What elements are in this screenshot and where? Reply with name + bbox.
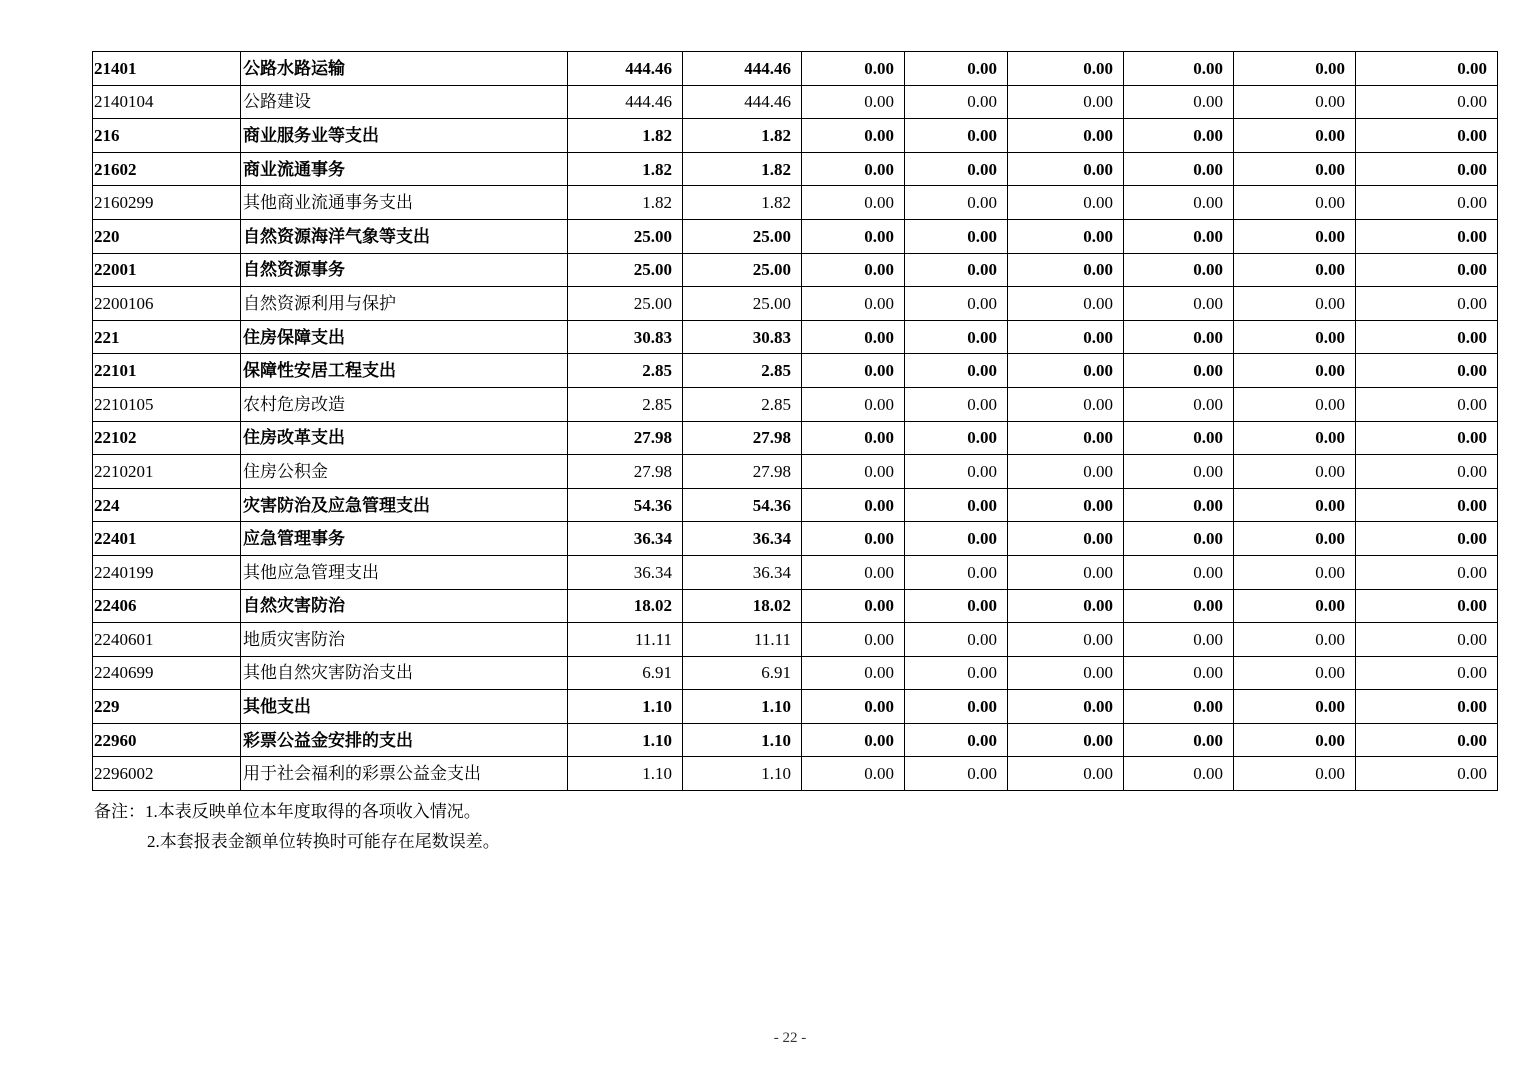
subject-name-cell: 自然资源海洋气象等支出 bbox=[241, 219, 568, 253]
table-row bbox=[93, 320, 1498, 354]
amount-cell: 25.00 bbox=[683, 253, 802, 287]
amount-cell: 0.00 bbox=[1234, 119, 1356, 153]
amount-cell: 0.00 bbox=[905, 354, 1008, 388]
amount-cell: 0.00 bbox=[905, 387, 1008, 421]
amount-cell: 0.00 bbox=[1356, 555, 1498, 589]
amount-cell: 0.00 bbox=[905, 488, 1008, 522]
amount-cell: 0.00 bbox=[905, 555, 1008, 589]
subject-code-cell: 2240699 bbox=[93, 656, 241, 690]
amount-cell: 0.00 bbox=[1356, 253, 1498, 287]
amount-cell: 1.82 bbox=[683, 119, 802, 153]
subject-code-cell: 22406 bbox=[93, 589, 241, 623]
amount-cell: 0.00 bbox=[1008, 119, 1124, 153]
amount-cell: 1.82 bbox=[683, 152, 802, 186]
amount-cell: 0.00 bbox=[1124, 723, 1234, 757]
amount-cell: 0.00 bbox=[802, 186, 905, 220]
amount-cell: 444.46 bbox=[683, 85, 802, 119]
subject-code-cell: 21401 bbox=[93, 52, 241, 86]
note-line-1: 备注：1.本表反映单位本年度取得的各项收入情况。 bbox=[94, 802, 481, 821]
budget-table-body bbox=[93, 52, 1498, 791]
amount-cell: 0.00 bbox=[1356, 589, 1498, 623]
amount-cell: 0.00 bbox=[1008, 488, 1124, 522]
amount-cell: 36.34 bbox=[683, 555, 802, 589]
amount-cell: 0.00 bbox=[1234, 589, 1356, 623]
amount-cell: 1.10 bbox=[683, 723, 802, 757]
amount-cell: 0.00 bbox=[905, 623, 1008, 657]
table-row bbox=[93, 757, 1498, 791]
amount-cell: 0.00 bbox=[1124, 656, 1234, 690]
amount-cell: 0.00 bbox=[1008, 354, 1124, 388]
amount-cell: 444.46 bbox=[568, 52, 683, 86]
amount-cell: 0.00 bbox=[1124, 320, 1234, 354]
amount-cell: 0.00 bbox=[1234, 421, 1356, 455]
subject-name-cell: 自然资源事务 bbox=[241, 253, 568, 287]
subject-name-cell: 住房保障支出 bbox=[241, 320, 568, 354]
amount-cell: 1.82 bbox=[568, 186, 683, 220]
amount-cell: 0.00 bbox=[1008, 623, 1124, 657]
amount-cell: 25.00 bbox=[568, 287, 683, 321]
amount-cell: 1.10 bbox=[683, 757, 802, 791]
table-row bbox=[93, 354, 1498, 388]
amount-cell: 0.00 bbox=[1356, 119, 1498, 153]
amount-cell: 30.83 bbox=[683, 320, 802, 354]
amount-cell: 0.00 bbox=[905, 589, 1008, 623]
amount-cell: 1.10 bbox=[568, 723, 683, 757]
amount-cell: 1.82 bbox=[568, 152, 683, 186]
amount-cell: 0.00 bbox=[1234, 287, 1356, 321]
amount-cell: 0.00 bbox=[905, 186, 1008, 220]
amount-cell: 0.00 bbox=[1356, 85, 1498, 119]
amount-cell: 0.00 bbox=[1234, 186, 1356, 220]
amount-cell: 0.00 bbox=[1234, 488, 1356, 522]
table-row bbox=[93, 589, 1498, 623]
amount-cell: 0.00 bbox=[1124, 119, 1234, 153]
amount-cell: 0.00 bbox=[1008, 522, 1124, 556]
amount-cell: 0.00 bbox=[1356, 186, 1498, 220]
table-row bbox=[93, 119, 1498, 153]
amount-cell: 0.00 bbox=[1234, 354, 1356, 388]
notes bbox=[94, 797, 500, 857]
table-row bbox=[93, 287, 1498, 321]
subject-name-cell: 灾害防治及应急管理支出 bbox=[241, 488, 568, 522]
amount-cell: 0.00 bbox=[905, 52, 1008, 86]
amount-cell: 0.00 bbox=[1008, 757, 1124, 791]
amount-cell: 0.00 bbox=[802, 119, 905, 153]
subject-name-cell: 应急管理事务 bbox=[241, 522, 568, 556]
subject-code-cell: 221 bbox=[93, 320, 241, 354]
amount-cell: 444.46 bbox=[683, 52, 802, 86]
amount-cell: 0.00 bbox=[1008, 52, 1124, 86]
table-row bbox=[93, 186, 1498, 220]
amount-cell: 0.00 bbox=[1124, 488, 1234, 522]
amount-cell: 54.36 bbox=[568, 488, 683, 522]
subject-code-cell: 2240601 bbox=[93, 623, 241, 657]
amount-cell: 0.00 bbox=[1234, 387, 1356, 421]
amount-cell: 1.10 bbox=[568, 757, 683, 791]
amount-cell: 36.34 bbox=[683, 522, 802, 556]
subject-name-cell: 自然灾害防治 bbox=[241, 589, 568, 623]
subject-code-cell: 22102 bbox=[93, 421, 241, 455]
amount-cell: 1.10 bbox=[568, 690, 683, 724]
table-row bbox=[93, 253, 1498, 287]
page-number: - 22 - bbox=[773, 1030, 807, 1046]
amount-cell: 0.00 bbox=[1008, 555, 1124, 589]
amount-cell: 2.85 bbox=[568, 387, 683, 421]
amount-cell: 0.00 bbox=[802, 219, 905, 253]
table-row bbox=[93, 522, 1498, 556]
subject-code-cell: 22101 bbox=[93, 354, 241, 388]
subject-code-cell: 2160299 bbox=[93, 186, 241, 220]
amount-cell: 0.00 bbox=[1124, 354, 1234, 388]
amount-cell: 0.00 bbox=[905, 421, 1008, 455]
amount-cell: 0.00 bbox=[1234, 522, 1356, 556]
amount-cell: 0.00 bbox=[1124, 253, 1234, 287]
amount-cell: 0.00 bbox=[1356, 690, 1498, 724]
subject-code-cell: 22960 bbox=[93, 723, 241, 757]
subject-code-cell: 224 bbox=[93, 488, 241, 522]
subject-code-cell: 216 bbox=[93, 119, 241, 153]
amount-cell: 6.91 bbox=[568, 656, 683, 690]
amount-cell: 0.00 bbox=[802, 623, 905, 657]
amount-cell: 0.00 bbox=[802, 421, 905, 455]
amount-cell: 0.00 bbox=[802, 253, 905, 287]
subject-name-cell: 住房公积金 bbox=[241, 455, 568, 489]
amount-cell: 0.00 bbox=[905, 85, 1008, 119]
amount-cell: 0.00 bbox=[1234, 623, 1356, 657]
subject-name-cell: 用于社会福利的彩票公益金支出 bbox=[241, 757, 568, 791]
subject-name-cell: 其他应急管理支出 bbox=[241, 555, 568, 589]
amount-cell: 0.00 bbox=[1124, 623, 1234, 657]
amount-cell: 0.00 bbox=[1008, 690, 1124, 724]
amount-cell: 0.00 bbox=[905, 656, 1008, 690]
amount-cell: 18.02 bbox=[568, 589, 683, 623]
amount-cell: 0.00 bbox=[1008, 656, 1124, 690]
amount-cell: 25.00 bbox=[683, 287, 802, 321]
amount-cell: 0.00 bbox=[1124, 455, 1234, 489]
amount-cell: 0.00 bbox=[802, 387, 905, 421]
amount-cell: 0.00 bbox=[802, 757, 905, 791]
amount-cell: 36.34 bbox=[568, 522, 683, 556]
subject-code-cell: 2210201 bbox=[93, 455, 241, 489]
table-row bbox=[93, 152, 1498, 186]
subject-code-cell: 229 bbox=[93, 690, 241, 724]
amount-cell: 0.00 bbox=[1124, 522, 1234, 556]
amount-cell: 0.00 bbox=[1124, 219, 1234, 253]
amount-cell: 0.00 bbox=[802, 723, 905, 757]
amount-cell: 0.00 bbox=[802, 455, 905, 489]
amount-cell: 0.00 bbox=[1124, 387, 1234, 421]
amount-cell: 0.00 bbox=[1356, 623, 1498, 657]
amount-cell: 0.00 bbox=[802, 354, 905, 388]
amount-cell: 0.00 bbox=[802, 152, 905, 186]
budget-table bbox=[92, 51, 1498, 791]
amount-cell: 1.82 bbox=[568, 119, 683, 153]
amount-cell: 0.00 bbox=[802, 690, 905, 724]
subject-name-cell: 农村危房改造 bbox=[241, 387, 568, 421]
amount-cell: 0.00 bbox=[1008, 455, 1124, 489]
amount-cell: 0.00 bbox=[1124, 85, 1234, 119]
table-row bbox=[93, 421, 1498, 455]
subject-code-cell: 2140104 bbox=[93, 85, 241, 119]
amount-cell: 0.00 bbox=[1234, 455, 1356, 489]
table-row bbox=[93, 455, 1498, 489]
amount-cell: 0.00 bbox=[905, 119, 1008, 153]
amount-cell: 0.00 bbox=[905, 690, 1008, 724]
amount-cell: 0.00 bbox=[1356, 757, 1498, 791]
amount-cell: 6.91 bbox=[683, 656, 802, 690]
amount-cell: 0.00 bbox=[802, 52, 905, 86]
amount-cell: 0.00 bbox=[1356, 421, 1498, 455]
amount-cell: 30.83 bbox=[568, 320, 683, 354]
amount-cell: 25.00 bbox=[683, 219, 802, 253]
amount-cell: 0.00 bbox=[1124, 589, 1234, 623]
amount-cell: 2.85 bbox=[568, 354, 683, 388]
table-row bbox=[93, 219, 1498, 253]
subject-code-cell: 2296002 bbox=[93, 757, 241, 791]
amount-cell: 0.00 bbox=[1234, 320, 1356, 354]
subject-code-cell: 2200106 bbox=[93, 287, 241, 321]
amount-cell: 0.00 bbox=[1234, 152, 1356, 186]
subject-name-cell: 住房改革支出 bbox=[241, 421, 568, 455]
amount-cell: 0.00 bbox=[1008, 152, 1124, 186]
amount-cell: 0.00 bbox=[1234, 757, 1356, 791]
amount-cell: 27.98 bbox=[683, 455, 802, 489]
amount-cell: 0.00 bbox=[802, 287, 905, 321]
amount-cell: 0.00 bbox=[1008, 85, 1124, 119]
amount-cell: 27.98 bbox=[568, 455, 683, 489]
amount-cell: 0.00 bbox=[1234, 656, 1356, 690]
table-row bbox=[93, 690, 1498, 724]
amount-cell: 0.00 bbox=[1124, 52, 1234, 86]
subject-name-cell: 其他支出 bbox=[241, 690, 568, 724]
amount-cell: 0.00 bbox=[905, 455, 1008, 489]
table-row bbox=[93, 723, 1498, 757]
amount-cell: 36.34 bbox=[568, 555, 683, 589]
amount-cell: 0.00 bbox=[802, 522, 905, 556]
amount-cell: 0.00 bbox=[1124, 421, 1234, 455]
subject-code-cell: 22401 bbox=[93, 522, 241, 556]
amount-cell: 0.00 bbox=[1356, 387, 1498, 421]
amount-cell: 0.00 bbox=[1008, 287, 1124, 321]
subject-name-cell: 其他商业流通事务支出 bbox=[241, 186, 568, 220]
amount-cell: 18.02 bbox=[683, 589, 802, 623]
subject-code-cell: 2210105 bbox=[93, 387, 241, 421]
table-row bbox=[93, 387, 1498, 421]
amount-cell: 0.00 bbox=[1008, 320, 1124, 354]
table-row bbox=[93, 85, 1498, 119]
amount-cell: 0.00 bbox=[1234, 219, 1356, 253]
amount-cell: 0.00 bbox=[1124, 152, 1234, 186]
amount-cell: 0.00 bbox=[905, 320, 1008, 354]
subject-code-cell: 2240199 bbox=[93, 555, 241, 589]
amount-cell: 27.98 bbox=[683, 421, 802, 455]
subject-name-cell: 公路建设 bbox=[241, 85, 568, 119]
amount-cell: 0.00 bbox=[1008, 387, 1124, 421]
table-row bbox=[93, 656, 1498, 690]
amount-cell: 0.00 bbox=[1008, 589, 1124, 623]
amount-cell: 0.00 bbox=[1008, 421, 1124, 455]
amount-cell: 0.00 bbox=[1234, 85, 1356, 119]
amount-cell: 0.00 bbox=[1234, 555, 1356, 589]
amount-cell: 0.00 bbox=[802, 555, 905, 589]
table-row bbox=[93, 52, 1498, 86]
amount-cell: 0.00 bbox=[905, 152, 1008, 186]
amount-cell: 0.00 bbox=[1234, 690, 1356, 724]
subject-name-cell: 保障性安居工程支出 bbox=[241, 354, 568, 388]
amount-cell: 1.82 bbox=[683, 186, 802, 220]
amount-cell: 0.00 bbox=[1008, 253, 1124, 287]
subject-name-cell: 自然资源利用与保护 bbox=[241, 287, 568, 321]
amount-cell: 0.00 bbox=[1356, 152, 1498, 186]
amount-cell: 11.11 bbox=[683, 623, 802, 657]
amount-cell: 0.00 bbox=[905, 522, 1008, 556]
table-row bbox=[93, 623, 1498, 657]
amount-cell: 444.46 bbox=[568, 85, 683, 119]
amount-cell: 0.00 bbox=[802, 656, 905, 690]
amount-cell: 0.00 bbox=[1356, 320, 1498, 354]
amount-cell: 0.00 bbox=[1356, 455, 1498, 489]
amount-cell: 0.00 bbox=[1124, 757, 1234, 791]
amount-cell: 0.00 bbox=[802, 85, 905, 119]
amount-cell: 0.00 bbox=[1124, 555, 1234, 589]
amount-cell: 0.00 bbox=[1124, 186, 1234, 220]
subject-code-cell: 220 bbox=[93, 219, 241, 253]
subject-name-cell: 彩票公益金安排的支出 bbox=[241, 723, 568, 757]
amount-cell: 0.00 bbox=[1008, 186, 1124, 220]
amount-cell: 0.00 bbox=[1008, 723, 1124, 757]
subject-name-cell: 商业服务业等支出 bbox=[241, 119, 568, 153]
amount-cell: 0.00 bbox=[905, 219, 1008, 253]
note-line-2: 2.本套报表金额单位转换时可能存在尾数误差。 bbox=[147, 832, 500, 851]
amount-cell: 0.00 bbox=[802, 488, 905, 522]
table-row bbox=[93, 555, 1498, 589]
amount-cell: 0.00 bbox=[1356, 656, 1498, 690]
amount-cell: 0.00 bbox=[802, 320, 905, 354]
amount-cell: 0.00 bbox=[905, 723, 1008, 757]
subject-code-cell: 22001 bbox=[93, 253, 241, 287]
amount-cell: 0.00 bbox=[1356, 287, 1498, 321]
subject-name-cell: 商业流通事务 bbox=[241, 152, 568, 186]
subject-code-cell: 21602 bbox=[93, 152, 241, 186]
amount-cell: 0.00 bbox=[802, 589, 905, 623]
amount-cell: 25.00 bbox=[568, 253, 683, 287]
amount-cell: 0.00 bbox=[905, 287, 1008, 321]
amount-cell: 0.00 bbox=[1124, 287, 1234, 321]
amount-cell: 2.85 bbox=[683, 387, 802, 421]
amount-cell: 0.00 bbox=[1356, 522, 1498, 556]
amount-cell: 2.85 bbox=[683, 354, 802, 388]
subject-name-cell: 其他自然灾害防治支出 bbox=[241, 656, 568, 690]
table-row bbox=[93, 488, 1498, 522]
amount-cell: 11.11 bbox=[568, 623, 683, 657]
amount-cell: 25.00 bbox=[568, 219, 683, 253]
amount-cell: 0.00 bbox=[1234, 723, 1356, 757]
subject-name-cell: 公路水路运输 bbox=[241, 52, 568, 86]
amount-cell: 0.00 bbox=[905, 757, 1008, 791]
amount-cell: 54.36 bbox=[683, 488, 802, 522]
amount-cell: 0.00 bbox=[1008, 219, 1124, 253]
amount-cell: 0.00 bbox=[1234, 52, 1356, 86]
amount-cell: 0.00 bbox=[1356, 488, 1498, 522]
amount-cell: 0.00 bbox=[1356, 219, 1498, 253]
amount-cell: 0.00 bbox=[1356, 723, 1498, 757]
amount-cell: 1.10 bbox=[683, 690, 802, 724]
amount-cell: 0.00 bbox=[1356, 354, 1498, 388]
subject-name-cell: 地质灾害防治 bbox=[241, 623, 568, 657]
amount-cell: 0.00 bbox=[905, 253, 1008, 287]
amount-cell: 0.00 bbox=[1124, 690, 1234, 724]
amount-cell: 0.00 bbox=[1234, 253, 1356, 287]
amount-cell: 27.98 bbox=[568, 421, 683, 455]
amount-cell: 0.00 bbox=[1356, 52, 1498, 86]
